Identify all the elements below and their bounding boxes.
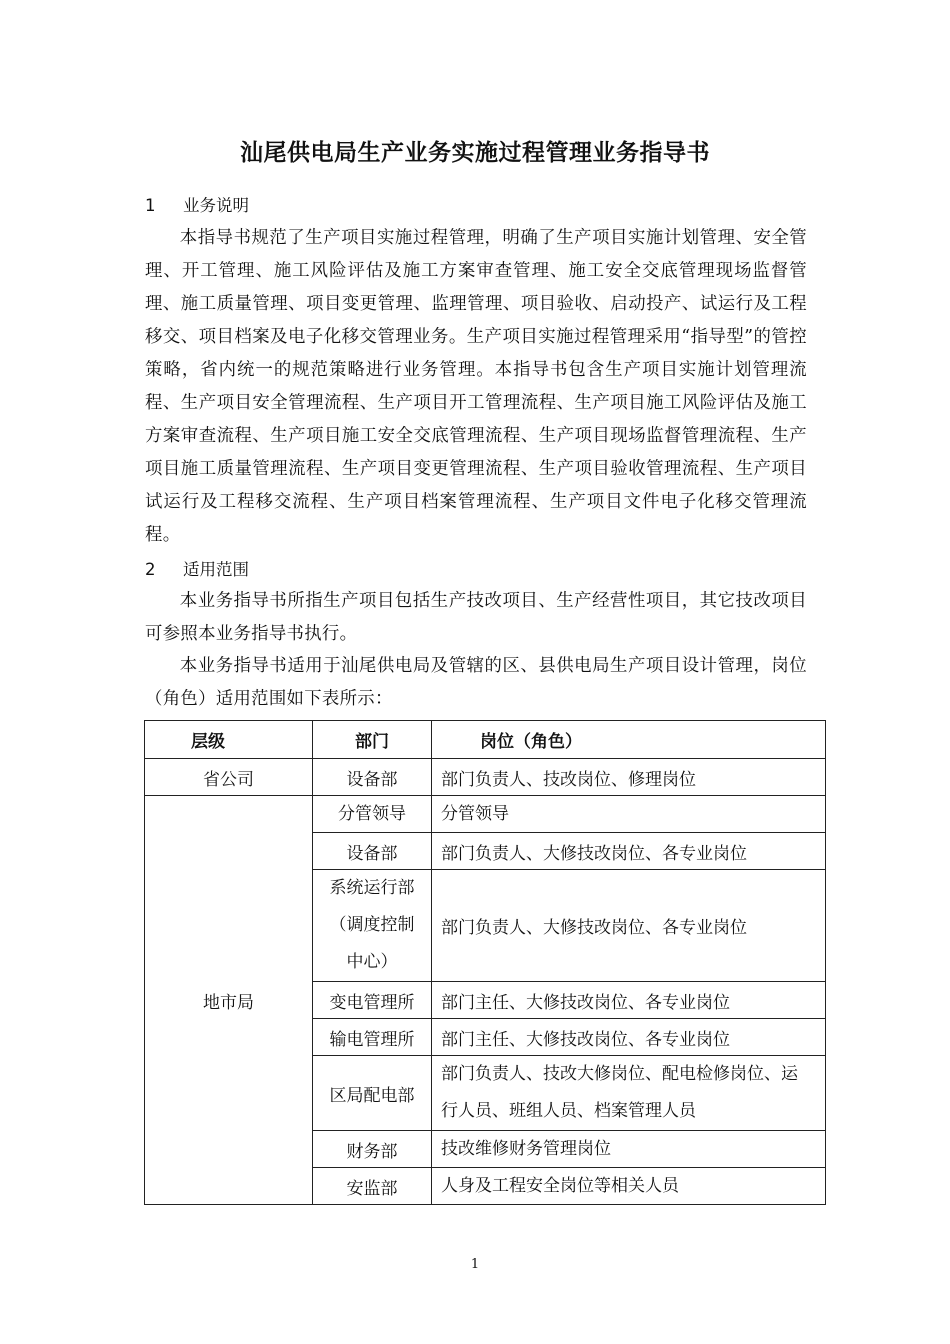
- role-cell: 部门负责人、技改岗位、修理岗位: [432, 759, 826, 796]
- role-cell: 部门主任、大修技改岗位、各专业岗位: [432, 1019, 826, 1056]
- header-dept: 部门: [313, 721, 432, 759]
- section-2-number: 2: [145, 560, 156, 579]
- role-cell: 部门主任、大修技改岗位、各专业岗位: [432, 982, 826, 1019]
- table-header-row: [145, 721, 826, 759]
- section-2-heading: [145, 556, 249, 580]
- section-1-number: 1: [145, 196, 156, 215]
- section-1-heading: [145, 192, 249, 216]
- role-cell: 人身及工程安全岗位等相关人员: [432, 1168, 826, 1205]
- dept-cell: 财务部: [313, 1131, 432, 1168]
- dept-cell: 区局配电部: [313, 1056, 432, 1131]
- table-row: [145, 759, 826, 796]
- dept-cell: 变电管理所: [313, 982, 432, 1019]
- section-2-title: 适用范围: [183, 560, 249, 579]
- header-level: 层级: [145, 721, 313, 759]
- section-2-paragraph-2: 本业务指导书适用于汕尾供电局及管辖的区、县供电局生产项目设计管理，岗位（角色）适用范围如下表所示：: [145, 656, 807, 709]
- dept-cell: 分管领导: [313, 796, 432, 833]
- table-row: [145, 796, 826, 833]
- header-role: 岗位（角色）: [432, 721, 826, 759]
- dept-cell: 设备部: [313, 833, 432, 870]
- page-title: 汕尾供电局生产业务实施过程管理业务指导书: [240, 140, 710, 166]
- dept-cell: 输电管理所: [313, 1019, 432, 1056]
- role-cell: 部门负责人、大修技改岗位、各专业岗位: [432, 833, 826, 870]
- roles-table: [144, 720, 826, 1205]
- section-2-paragraph-1: 本业务指导书所指生产项目包括生产技改项目、生产经营性项目，其它技改项目可参照本业务指导书执行。: [145, 591, 807, 644]
- dept-cell: 安监部: [313, 1168, 432, 1205]
- role-cell: 部门负责人、技改大修岗位、配电检修岗位、运行人员、班组人员、档案管理人员: [432, 1056, 826, 1131]
- role-cell: 部门负责人、大修技改岗位、各专业岗位: [432, 870, 826, 982]
- role-cell: 分管领导: [432, 796, 826, 833]
- section-1-title: 业务说明: [183, 196, 249, 215]
- level-cell-city: 地市局: [145, 796, 313, 1205]
- page-number: 1: [470, 1257, 480, 1272]
- dept-cell: 设备部: [313, 759, 432, 796]
- dept-cell: 系统运行部（调度控制中心）: [313, 870, 432, 982]
- role-cell: 技改维修财务管理岗位: [432, 1131, 826, 1168]
- section-1-paragraph: 本指导书规范了生产项目实施过程管理，明确了生产项目实施计划管理、安全管理、开工管理、施工风险评估及施工方案审查管理、施工安全交底管理现场监督管理、施工质量管理、项目变更管理、监理管理、项目验收、启动投产、试运行及工程移交、项目档案及电子化移交管理业务。生产项目实施过程管理采用“指导型”的管控策略，省内统一的规范策略进行业务管理。本指导书包含生产项目实施计划管理流程、生产项目安全管理流程、生产项目开工管理流程、生产项目施工风险评估及施工方案审查流程、生产项目施工安全交底管理流程、生产项目现场监督管理流程、生产项目施工质量管理流程、生产项目变更管理流程、生产项目验收管理流程、生产项目试运行及工程移交流程、生产项目档案管理流程、生产项目文件电子化移交管理流程。: [145, 228, 807, 545]
- level-cell-province: 省公司: [145, 759, 313, 796]
